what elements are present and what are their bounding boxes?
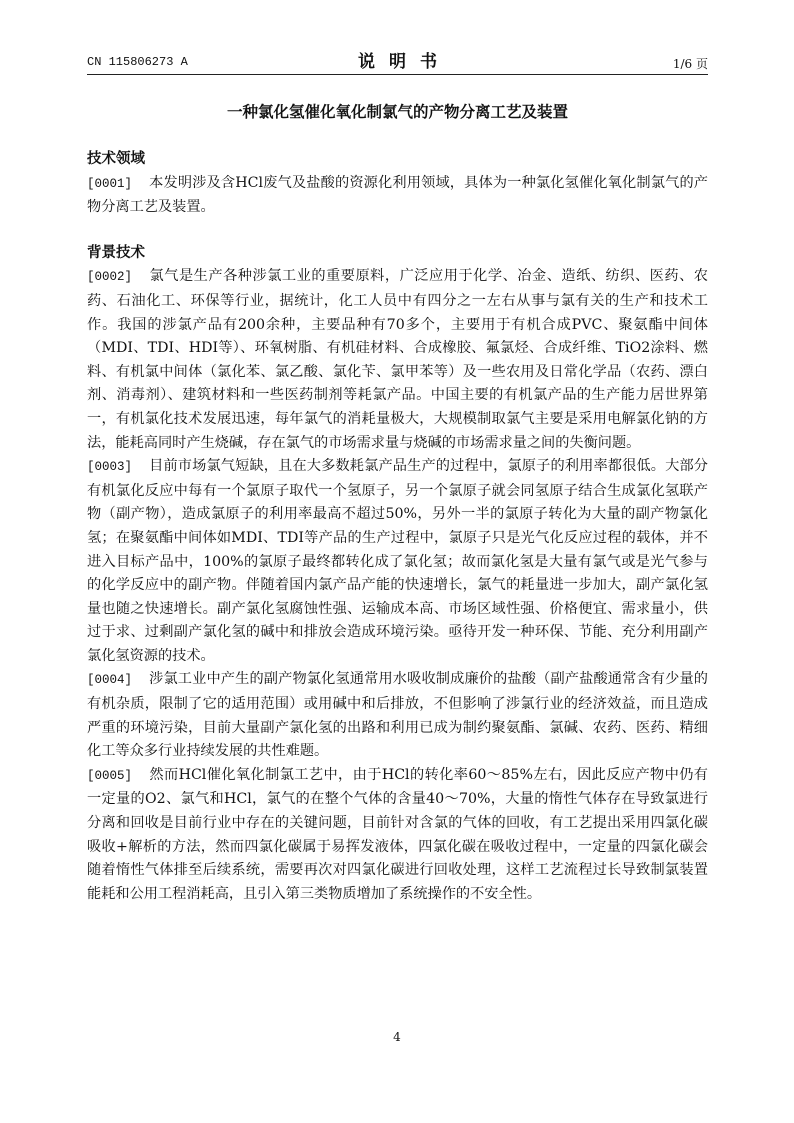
paragraph <box>87 265 708 455</box>
page-header <box>87 46 708 72</box>
document-title: 一种氯化氢催化氧化制氯气的产物分离工艺及装置 <box>226 103 568 121</box>
document-type-label: 说明书 <box>358 52 451 72</box>
paragraph <box>87 668 708 763</box>
paragraph <box>87 172 708 220</box>
paragraph-number: [0005] <box>87 768 133 783</box>
section-heading: 技术领域 <box>87 151 145 167</box>
paragraph-number: [0004] <box>87 673 133 688</box>
paragraph-text: 涉氯工业中产生的副产物氯化氢通常用水吸收制成廉价的盐酸（副产盐酸通常含有少量的有机杂质，限制了它的适用范围）或用碱中和后排放，不但影响了涉氯行业的经济效益，而且造成严重的环境污染，目前大量副产氯化氢的出路和利用已成为制约聚氨酯、氯碱、农药、医药、精细化工等众多行业持续发展的共性难题。 <box>87 671 708 760</box>
paragraph-number: [0002] <box>87 270 133 285</box>
paragraph-text: 氯气是生产各种涉氯工业的重要原料，广泛应用于化学、冶金、造纸、纺织、医药、农药、石油化工、环保等行业，据统计，化工人员中有四分之一左右从事与氯有关的生产和技术工作。我国的涉氯产品有200余种，主要品种有70多个，主要用于有机合成PVC、聚氨酯中间体（MDI、TDI、HDI等）、环氧树脂、有机硅材料、合成橡胶、氟氯烃、合成纤维、TiO2涂料、燃料、有机氯中间体（氯化苯、氯乙酸、氯化苄、氯甲苯等）及一些农用及日常化学品（农药、漂白剂、消毒剂）、建筑材料和一些医药制剂等耗氯产品。中国主要的有机氯产品的生产能力居世界第一，有机氯化技术发展迅速，每年氯气的消耗量极大，大规模制取氯气主要是采用电解氯化钠的方法，能耗高同时产生烧碱，存在氯气的市场需求量与烧碱的市场需求量之间的失衡问题。 <box>87 268 708 451</box>
paragraph-number: [0001] <box>87 176 133 191</box>
page-count: 1/6 页 <box>672 57 708 71</box>
section-background <box>87 242 708 907</box>
paragraph-number: [0003] <box>87 460 133 475</box>
paragraph <box>87 455 708 668</box>
document-body <box>87 148 708 928</box>
section-heading: 背景技术 <box>87 244 145 261</box>
patent-number: CN 115806273 A <box>87 55 188 69</box>
paragraph-text: 然而HCl催化氧化制氯工艺中，由于HCl的转化率60～85%左右，因此反应产物中仍有一定量的O2、氯气和HCl，氯气的在整个气体的含量40～70%，大量的惰性气体存在导致氯进行分离和回收是目前行业中存在的关键问题，目前针对含氯的气体的回收，有工艺提出采用四氯化碳吸收+解析的方法，然而四氯化碳属于易挥发液体，四氯化碳在吸收过程中，一定量的四氯化碳会随着惰性气体排至后续系统，需要再次对四氯化碳进行回收处理，这样工艺流程过长导致制氯装置能耗和公用工程消耗高，且引入第三类物质增加了系统操作的不安全性。 <box>87 766 708 902</box>
page-number: 4 <box>393 1030 401 1044</box>
paragraph <box>87 764 708 907</box>
section-technical-field <box>87 148 708 220</box>
paragraph-text: 目前市场氯气短缺，且在大多数耗氯产品生产的过程中，氯原子的利用率都很低。大部分有机氯化反应中每有一个氯原子取代一个氢原子，另一个氯原子就会同氢原子结合生成氯化氢联产物（副产物），造成氯原子的利用率最高不超过50%，另外一半的氯原子转化为大量的副产物氯化氢；在聚氨酯中间体如MDI、TDI等产品的生产过程中，氯原子只是光气化反应过程的载体，并不进入目标产品中，100%的氯原子最终都转化成了氯化氢；故而氯化氢是大量有氯气或是光气参与的化学反应中的副产物。伴随着国内氯产品产能的快速增长，氯气的耗量进一步加大，副产氯化氢量也随之快速增长。副产氯化氢腐蚀性强、运输成本高、市场区域性强、价格便宜、需求量小，供过于求、过剩副产氯化氢的碱中和排放会造成环境污染。亟待开发一种环保、节能、充分利用副产氯化氢资源的技术。 <box>87 458 708 664</box>
header-divider <box>87 74 708 75</box>
paragraph-text: 本发明涉及含HCl废气及盐酸的资源化利用领域，具体为一种氯化氢催化氧化制氯气的产物分离工艺及装置。 <box>87 174 708 216</box>
